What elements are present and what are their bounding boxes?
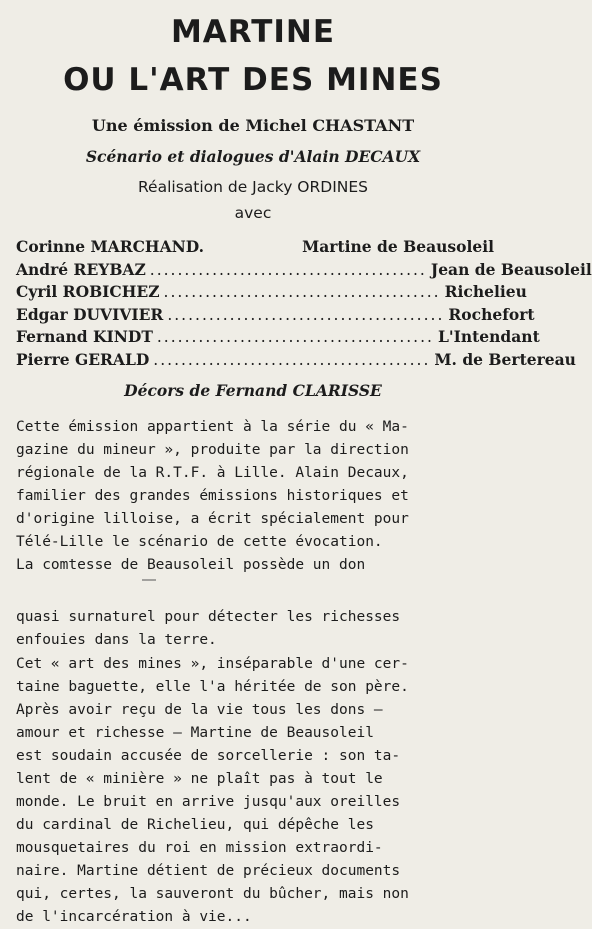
paragraph-line: taine baguette, elle l'a héritée de son père. [16, 679, 409, 695]
decors-credit: Décors de Fernand CLARISSE [124, 381, 382, 400]
print-mark [142, 579, 156, 581]
title-line-1: MARTINE [170, 14, 336, 50]
emission-credit: Une émission de Michel CHASTANT [91, 116, 415, 135]
leader-dots: ........................................ [156, 328, 434, 346]
leader-dots: ........................................ [167, 305, 445, 324]
paragraph-line: qui, certes, la sauveront du bûcher, mais non [16, 886, 409, 902]
cast-role: Rochefort [448, 304, 535, 324]
paragraph-line: La comtesse de Beausoleil possède un don [16, 557, 366, 573]
paragraph-line: Télé-Lille le scénario de cette évocation. [16, 534, 383, 550]
cast-actor: Pierre GERALD [16, 349, 150, 369]
cast-role: M. de Bertereau [434, 349, 576, 369]
leader-dots: ........................................ [149, 260, 427, 279]
realisation-credit: Réalisation de Jacky ORDINES [137, 178, 369, 196]
title-line-2: OU L'ART DES MINES [63, 62, 443, 98]
paragraph-line: enfouies dans la terre. [16, 632, 217, 648]
paragraph-line: monde. Le bruit en arrive jusqu'aux oreilles [16, 794, 401, 810]
cast-list [16, 237, 592, 372]
paragraph-line: quasi surnaturel pour détecter les richesses [16, 609, 401, 625]
cast-role: Jean de Beausoleil [430, 259, 592, 279]
paragraph-line: gazine du mineur », produite par la direction [16, 442, 409, 458]
paragraph-intro [16, 416, 496, 554]
cast-actor: Fernand KINDT [16, 327, 153, 346]
cast-row [16, 304, 535, 328]
paragraph-line: amour et richesse — Martine de Beausoleil [16, 725, 374, 741]
leader-dots: ........................................ [163, 283, 441, 301]
leader-dots: ........................................ [153, 350, 431, 369]
paragraph-line: d'origine lilloise, a écrit spécialement pour [16, 511, 409, 527]
paragraph-line: régionale de la R.T.F. à Lille. Alain Decaux, [16, 465, 409, 481]
paragraph-line: naire. Martine détient de précieux documents [16, 863, 401, 879]
paragraph-art-des-mines [16, 653, 496, 929]
cast-row [16, 282, 527, 305]
paragraph-line: est soudain accusée de sorcellerie : son ta- [16, 748, 401, 764]
cast-actor: Cyril ROBICHEZ [16, 282, 160, 301]
cast-actor: André REYBAZ [16, 259, 146, 279]
cast-row [16, 349, 576, 373]
cast-row [16, 327, 540, 350]
cast-row [16, 259, 592, 283]
paragraph-line: du cardinal de Richelieu, qui dépêche les [16, 817, 374, 833]
paragraph-line: de l'incarcération à vie... [16, 909, 252, 925]
paragraph-line: Cet « art des mines », inséparable d'une cer- [16, 656, 409, 672]
paragraph-continued [16, 606, 496, 652]
avec-label: avec [234, 204, 272, 222]
scenario-credit: Scénario et dialogues d'Alain DECAUX [85, 147, 421, 166]
cast-role: L'Intendant [437, 327, 540, 346]
paragraph-line: Cette émission appartient à la série du « Ma- [16, 419, 409, 435]
paragraph-line: lent de « minière » ne plaît pas à tout le [16, 771, 383, 787]
paragraph-comtesse [16, 554, 496, 577]
cast-role: Richelieu [444, 282, 527, 301]
paragraph-line: familier des grandes émissions historiques et [16, 488, 409, 504]
paragraph-line: mousquetaires du roi en mission extraordi- [16, 840, 383, 856]
cast-actor: Edgar DUVIVIER [16, 304, 164, 324]
paragraph-line: Après avoir reçu de la vie tous les dons — [16, 702, 383, 718]
cast-actor: Corinne MARCHAND. [16, 237, 205, 256]
cast-role: Martine de Beausoleil [302, 237, 494, 256]
cast-row [16, 237, 494, 260]
